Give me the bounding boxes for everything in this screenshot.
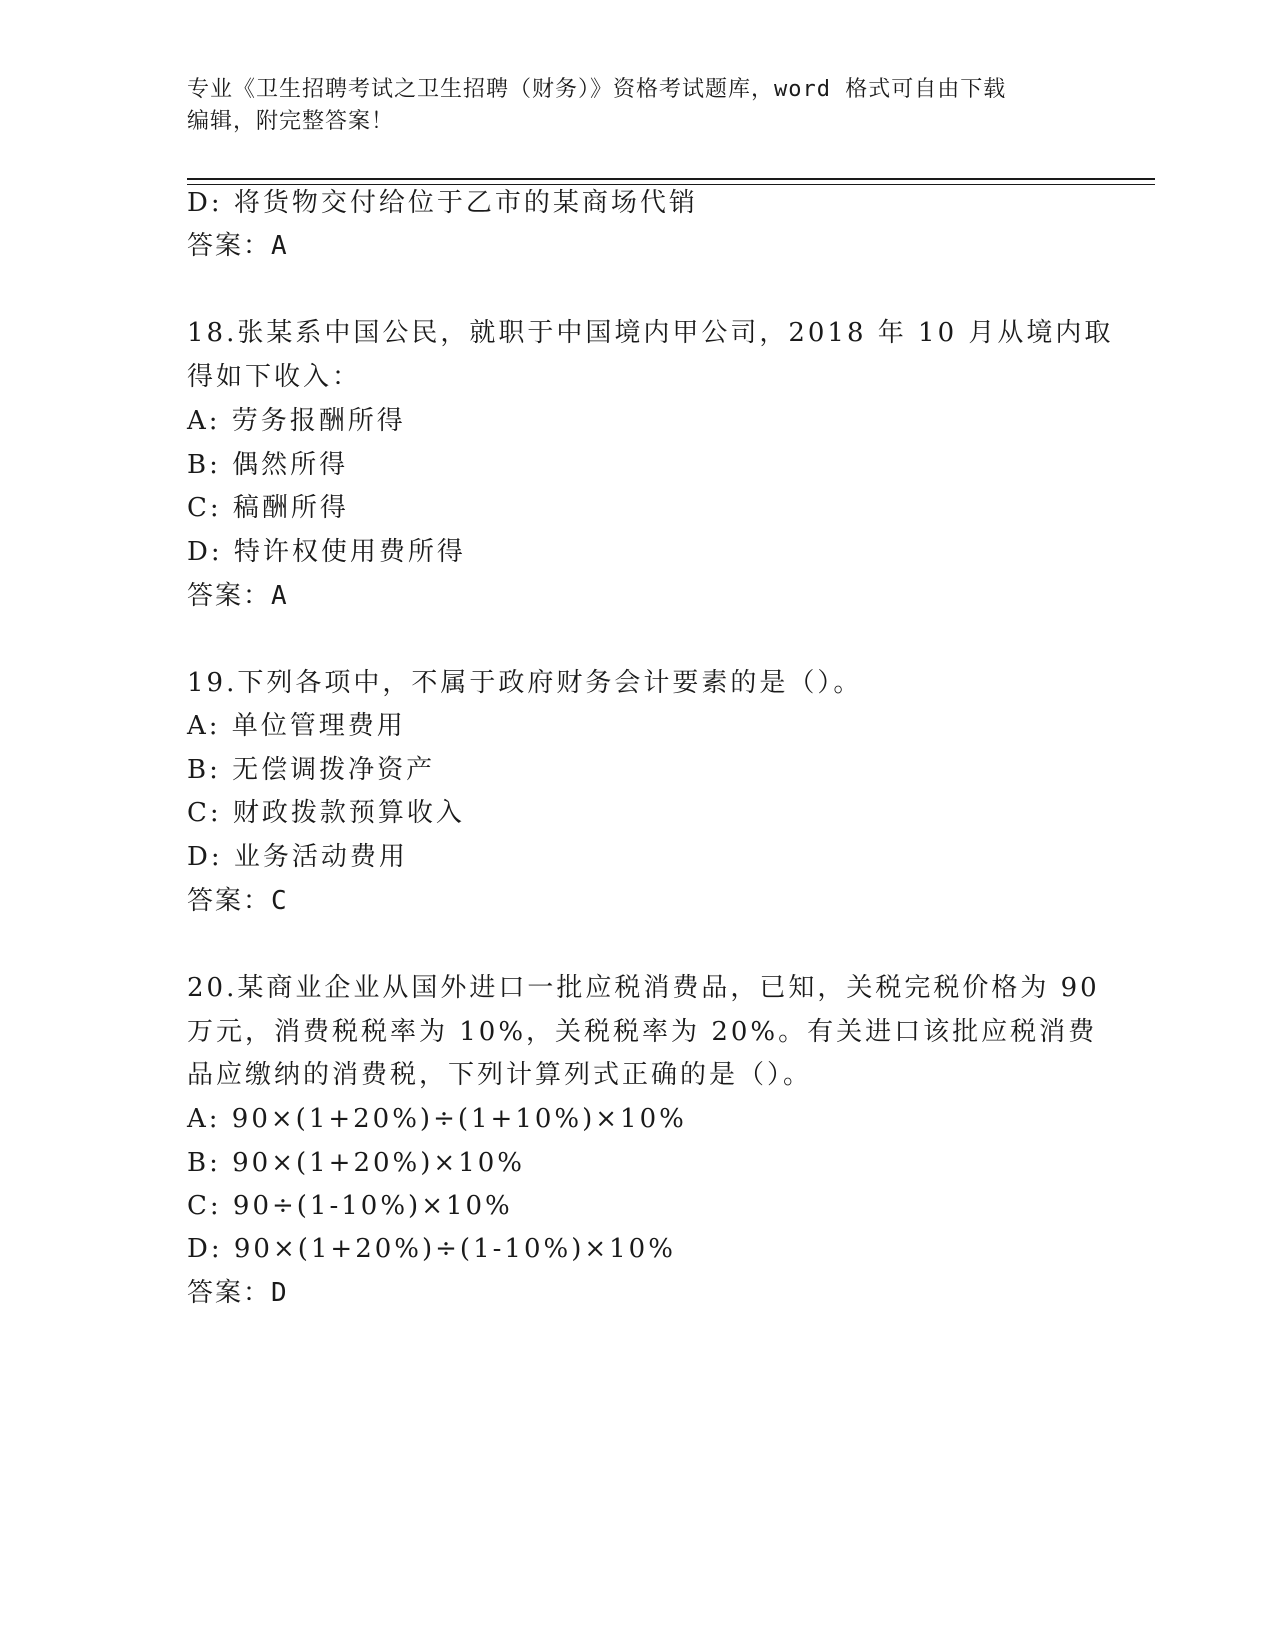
- q19-stem-line-1: 19.下列各项中，不属于政府财务会计要素的是（）。: [187, 668, 863, 698]
- answer-label: 答案：: [187, 231, 272, 261]
- answer-value: C: [271, 886, 289, 916]
- q19-option-d: D: 业务活动费用: [187, 842, 408, 872]
- prev-answer: [187, 223, 289, 269]
- header-line-2: 编辑，附完整答案！: [187, 109, 395, 134]
- q19-answer: [187, 878, 289, 924]
- q18-answer: [187, 573, 289, 619]
- answer-value: A: [271, 581, 289, 611]
- answer-value: A: [271, 231, 289, 261]
- q20-option-c: C: 90÷(1-10%)×10%: [187, 1191, 513, 1221]
- q19-option-c: C: 财政拨款预算收入: [187, 798, 465, 828]
- q20-option-b: B: 90×(1+20%)×10%: [187, 1148, 525, 1178]
- q18-stem-line-1: 18.张某系中国公民，就职于中国境内甲公司，2018 年 10 月从境内取: [187, 318, 1114, 348]
- answer-value: D: [271, 1278, 289, 1308]
- answer-label: 答案：: [187, 1278, 272, 1308]
- q20-option-a: A: 90×(1+20%)÷(1+10%)×10%: [187, 1104, 687, 1134]
- q20-answer: [187, 1270, 289, 1316]
- q20-option-d: D: 90×(1+20%)÷(1-10%)×10%: [187, 1234, 676, 1264]
- header-line-1: 专业《卫生招聘考试之卫生招聘（财务）》资格考试题库，word 格式可自由下载: [187, 77, 1007, 102]
- q18-option-a: A: 劳务报酬所得: [187, 406, 406, 436]
- answer-label: 答案：: [187, 886, 272, 916]
- answer-label: 答案：: [187, 581, 272, 611]
- q19-option-b: B: 无偿调拨净资产: [187, 755, 436, 785]
- prev-option-d: D: 将货物交付给位于乙市的某商场代销: [187, 188, 698, 218]
- q20-stem-line-2: 万元，消费税税率为 10%，关税税率为 20%。有关进口该批应税消费: [187, 1017, 1098, 1047]
- q20-stem-line-3: 品应缴纳的消费税，下列计算列式正确的是（）。: [187, 1060, 813, 1090]
- q20-stem-line-1: 20.某商业企业从国外进口一批应税消费品，已知，关税完税价格为 90: [187, 973, 1100, 1003]
- q18-stem-line-2: 得如下收入：: [187, 362, 362, 392]
- q18-option-c: C: 稿酬所得: [187, 493, 349, 523]
- q18-option-d: D: 特许权使用费所得: [187, 537, 466, 567]
- q19-option-a: A: 单位管理费用: [187, 711, 406, 741]
- document-header: [187, 74, 1087, 138]
- q18-option-b: B: 偶然所得: [187, 450, 349, 480]
